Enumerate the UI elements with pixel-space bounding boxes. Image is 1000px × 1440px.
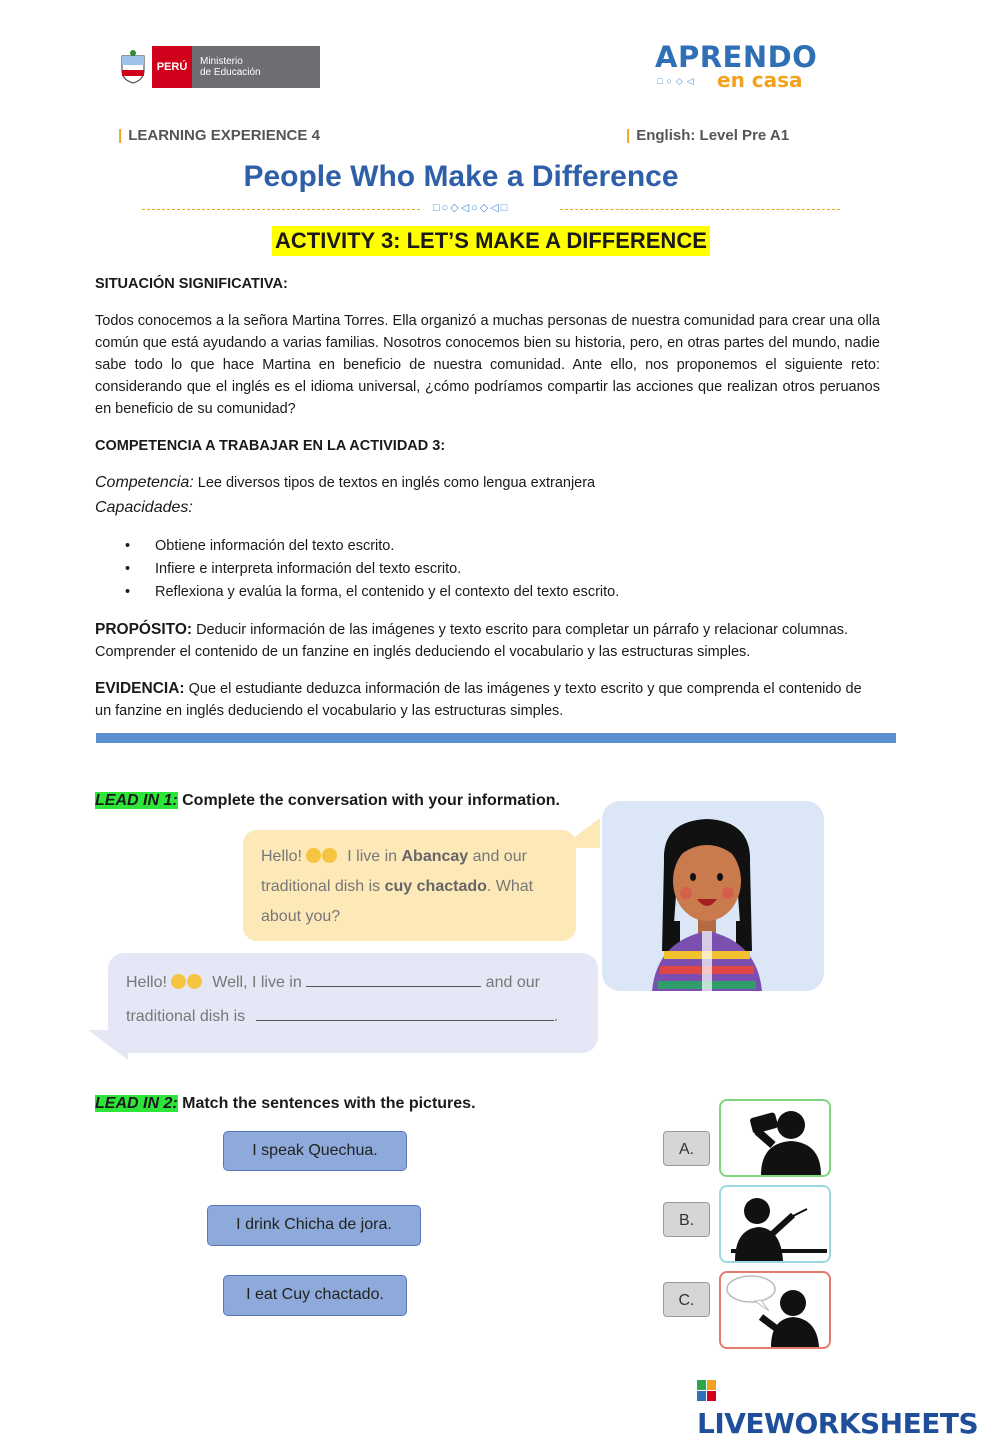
section-divider — [96, 733, 896, 743]
person-eating-icon — [721, 1187, 829, 1261]
letter-box-c[interactable]: C. — [663, 1282, 710, 1317]
capacidades-label: Capacidades: — [95, 499, 193, 516]
smile-emoji-icon — [322, 848, 337, 863]
girl-avatar-icon — [602, 801, 824, 991]
divider-right — [560, 209, 840, 210]
peru-shield-icon — [118, 50, 148, 84]
picture-eating — [719, 1185, 831, 1263]
divider-left — [142, 209, 420, 210]
person-speaking-icon — [721, 1273, 829, 1347]
brand-line-1: APRENDO — [655, 40, 818, 74]
list-item: • Reflexiona y evalúa la forma, el contenido y el contexto del texto escrito. — [95, 581, 880, 604]
proposito-paragraph: PROPÓSITO: Deducir información de las imágenes y texto escrito para completar un párrafo y relacionar columnas. Comprender el contenido de un fanzine en inglés deduciendo el vocabulario y las estructuras simples. — [95, 621, 849, 660]
competencia-line: Competencia: Lee diversos tipos de textos en inglés como lengua extranjera — [95, 474, 596, 491]
city-input-blank[interactable] — [306, 972, 481, 987]
sentence-card-chicha[interactable]: I drink Chicha de jora. — [207, 1205, 421, 1246]
lws-badge-icon — [697, 1376, 717, 1398]
level-label: | English: Level Pre A1 — [626, 127, 790, 144]
smile-emoji-icon — [171, 974, 186, 989]
peru-label: PERÚ — [152, 46, 192, 88]
smile-emoji-icon — [306, 848, 321, 863]
girl-illustration — [602, 801, 824, 991]
ministry-logo — [118, 45, 323, 88]
aprendo-en-casa-logo — [655, 40, 818, 92]
decorative-shapes-icon: □○◇◁○◇◁□ — [433, 202, 510, 214]
dish-input-blank[interactable] — [256, 1006, 554, 1021]
learning-experience-label: | LEARNING EXPERIENCE 4 — [118, 127, 320, 144]
smile-emoji-icon — [187, 974, 202, 989]
list-item: • Obtiene información del texto escrito. — [95, 535, 880, 558]
capacidades-list — [95, 535, 880, 604]
page-title: People Who Make a Difference — [243, 160, 679, 193]
liveworksheets-logo: LIVEWORKSHEETS — [697, 1374, 1000, 1440]
sentence-card-quechua[interactable]: I speak Quechua. — [223, 1131, 407, 1171]
situacion-body: Todos conocemos a la señora Martina Torres. Ella organizó a muchas personas de nuestra comunidad para crear una olla común que está ayudando a varias familias. Nosotros conocemos bien su historia, pero, en otras partes del mundo, nadie sabe todo lo que hace Martina en beneficio de nuestra comunidad. Ante ello, nos proponemos el siguiente reto: considerando que el inglés es el idioma universal, ¿cómo podríamos compartir las acciones que realizan otros peruanos en beneficio de su comunidad? — [95, 313, 880, 417]
lead-in-1-instruction: LEAD IN 1: Complete the conversation with your information. — [95, 792, 560, 809]
situacion-heading: SITUACIÓN SIGNIFICATIVA: — [95, 276, 288, 292]
speech-bubble-girl: Hello! I live in Abancay and our traditional dish is cuy chactado. What about you? — [243, 830, 576, 941]
lead-in-2-instruction: LEAD IN 2: Match the sentences with the pictures. — [95, 1095, 476, 1112]
person-drinking-icon — [721, 1101, 829, 1175]
lead-in-2-tag: LEAD IN 2: — [95, 1095, 178, 1112]
activity-title: ACTIVITY 3: LET’S MAKE A DIFFERENCE — [272, 226, 710, 256]
letter-box-b[interactable]: B. — [663, 1202, 710, 1237]
picture-speaking — [719, 1271, 831, 1349]
speech-bubble-student: Hello! Well, I live in and our traditional dish is . — [108, 953, 598, 1053]
competencia-heading: COMPETENCIA A TRABAJAR EN LA ACTIVIDAD 3: — [95, 438, 446, 454]
ministry-label: Ministerio de Educación — [192, 46, 320, 88]
brand-shapes-icon: □○◇◁ — [657, 76, 698, 86]
lead-in-1-tag: LEAD IN 1: — [95, 792, 178, 809]
picture-drinking — [719, 1099, 831, 1177]
brand-line-2: en casa — [717, 68, 803, 92]
list-item: • Infiere e interpreta información del texto escrito. — [95, 558, 880, 581]
evidencia-paragraph: EVIDENCIA: Que el estudiante deduzca información de las imágenes y texto escrito y que comprenda el contenido de un fanzine en inglés deduciendo el vocabulario y las estructuras simples. — [95, 680, 862, 719]
sentence-card-cuy[interactable]: I eat Cuy chactado. — [223, 1275, 407, 1316]
letter-box-a[interactable]: A. — [663, 1131, 710, 1166]
